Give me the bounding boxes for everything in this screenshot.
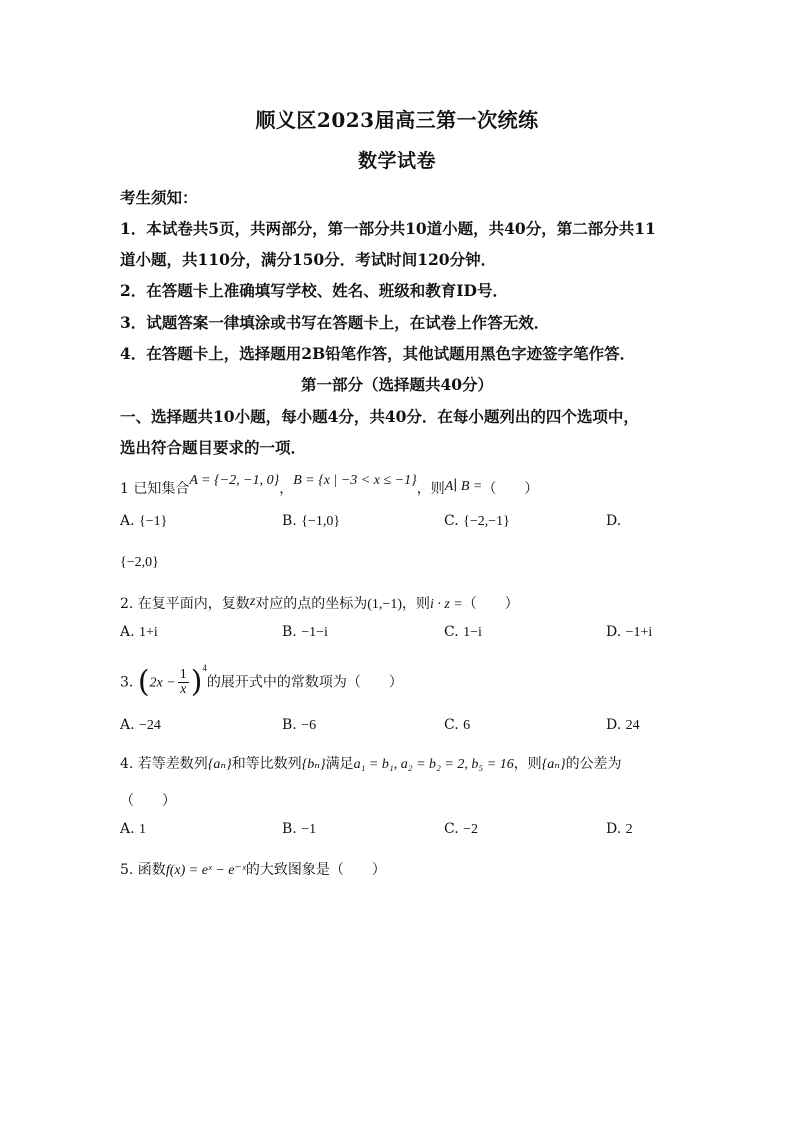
question-4-mid3: ，则 bbox=[513, 756, 542, 772]
question-2-option-b bbox=[282, 624, 328, 641]
question-5-suffix: 的大致图象是（ ） bbox=[245, 862, 386, 878]
option-label: B. bbox=[282, 717, 297, 733]
question-4-stem bbox=[120, 753, 622, 773]
question-4-option-a bbox=[120, 821, 146, 838]
exam-subtitle: 数学试卷 bbox=[357, 150, 436, 172]
option-value: −1−i bbox=[301, 625, 328, 640]
question-2-stem bbox=[120, 593, 519, 613]
question-4-suffix: 的公差为 bbox=[565, 756, 622, 772]
question-3-suffix: 的展开式中的常数项为（ ） bbox=[206, 674, 403, 691]
option-value: 1+i bbox=[139, 625, 158, 640]
question-1-option-b bbox=[282, 513, 340, 530]
option-label: D. bbox=[606, 821, 622, 837]
option-label: C. bbox=[444, 717, 459, 733]
notice-item-2: 2．在答题卡上准确填写学校、姓名、班级和教育ID号． bbox=[120, 281, 508, 300]
question-4-condition: a₁ = b₁, a₂ = b₂ = 2, b₅ = 16 bbox=[353, 757, 514, 772]
option-value: −1 bbox=[301, 822, 317, 837]
notice-item-4: 4．在答题卡上，选择题用2B铅笔作答，其他试题用黑色字迹签字笔作答． bbox=[120, 344, 636, 363]
option-label: C. bbox=[444, 624, 459, 640]
question-2-mid2: ，则 bbox=[402, 596, 430, 612]
notice-item-1-line-2: 道小题，共110分，满分150分．考试时间120分钟． bbox=[120, 250, 497, 269]
option-value: {−1} bbox=[139, 514, 168, 529]
notice-heading: 考生须知： bbox=[120, 188, 198, 207]
option-label: B. bbox=[282, 513, 297, 529]
part-1-instruction-line-2: 选出符合题目要求的一项． bbox=[120, 438, 307, 457]
question-1-mid: ，则 bbox=[416, 481, 445, 497]
option-value: {−1,0} bbox=[301, 514, 341, 529]
option-label: D. bbox=[606, 624, 622, 640]
question-1-prefix: 1 已知集合 bbox=[120, 481, 190, 497]
question-2-option-d bbox=[606, 624, 652, 641]
question-5-prefix: 5. 函数 bbox=[120, 862, 166, 878]
option-value: 1−i bbox=[463, 625, 482, 640]
notice-item-3: 3．试题答案一律填涂或书写在答题卡上，在试卷上作答无效． bbox=[120, 313, 550, 332]
option-label: A. bbox=[120, 624, 135, 640]
question-2-variable: z bbox=[249, 594, 256, 609]
question-4-option-d bbox=[606, 821, 633, 838]
option-value: −1+i bbox=[625, 625, 653, 640]
option-label: C. bbox=[444, 513, 459, 529]
question-4-blank: （ ） bbox=[120, 793, 176, 809]
exam-title: 顺义区2023届高三第一次统练 bbox=[255, 108, 539, 132]
question-1-set-a: A = {−2, −1, 0} bbox=[189, 473, 280, 488]
option-value: 24 bbox=[625, 718, 640, 733]
question-4-mid: 和等比数列 bbox=[231, 756, 302, 772]
question-3-option-b bbox=[282, 717, 316, 734]
option-label: A. bbox=[120, 513, 135, 529]
question-3-expression-left: 2x − bbox=[149, 675, 176, 691]
option-label: C. bbox=[444, 821, 459, 837]
option-label: A. bbox=[120, 717, 135, 733]
question-1-stem: 1 已知集合A = {−2, −1, 0}，B = {x | −3 < x ≤ −1}，则A∣ B =（ ） bbox=[120, 473, 539, 497]
question-2-blank: （ ） bbox=[462, 596, 519, 612]
question-2-option-c bbox=[444, 624, 482, 641]
part-1-instruction-line-1: 一、选择题共10小题，每小题4分，共40分．在每小题列出的四个选项中， bbox=[120, 407, 639, 426]
option-value: −6 bbox=[301, 718, 317, 733]
option-value: 1 bbox=[139, 822, 147, 837]
question-3-option-a bbox=[120, 717, 161, 734]
question-3-option-c bbox=[444, 717, 470, 734]
question-4-sequence-a-2: {aₙ} bbox=[541, 757, 566, 772]
question-3-stem bbox=[120, 656, 403, 706]
question-1-option-d-label: D. bbox=[606, 513, 622, 529]
question-1-blank: （ ） bbox=[482, 481, 539, 497]
question-4-option-c bbox=[444, 821, 478, 838]
fraction-numerator: 1 bbox=[179, 667, 187, 683]
question-5-stem bbox=[120, 859, 386, 879]
part-1-heading: 第一部分（选择题共40分） bbox=[300, 375, 494, 394]
question-3-option-d bbox=[606, 717, 640, 734]
question-1-option-a bbox=[120, 513, 167, 530]
option-label: B. bbox=[282, 624, 297, 640]
question-1-option-c bbox=[444, 513, 510, 530]
question-5-function: f(x) = eˣ − e⁻ˣ bbox=[165, 863, 246, 878]
question-2-mid: 对应的点的坐标为 bbox=[255, 596, 368, 612]
option-value: −2 bbox=[463, 822, 479, 837]
option-value: 2 bbox=[625, 822, 633, 837]
question-4-option-b bbox=[282, 821, 316, 838]
option-label: B. bbox=[282, 821, 297, 837]
question-1-option-d: {−2,0} bbox=[120, 555, 159, 570]
question-1-expression: A∣ B = bbox=[444, 479, 483, 494]
question-3-fraction bbox=[178, 668, 189, 697]
question-1-set-b: B = {x | −3 < x ≤ −1} bbox=[293, 473, 417, 488]
left-paren: ( bbox=[137, 664, 150, 700]
question-2-coordinate: (1,−1) bbox=[367, 597, 402, 612]
question-4-mid2: 满足 bbox=[325, 756, 354, 772]
notice-item-1-line-1: 1．本试卷共5页，共两部分，第一部分共10道小题，共40分，第二部分共11 bbox=[120, 219, 656, 238]
question-3-number: 3. bbox=[120, 674, 134, 691]
option-value: −24 bbox=[139, 718, 161, 733]
option-label: A. bbox=[120, 821, 135, 837]
question-4-sequence-a: {aₙ} bbox=[207, 757, 232, 772]
question-2-prefix: 2. 在复平面内，复数 bbox=[120, 596, 250, 612]
option-label: D. bbox=[606, 717, 622, 733]
fraction-denominator: x bbox=[180, 682, 187, 698]
option-value: {−2,−1} bbox=[463, 514, 510, 529]
question-4-sequence-b: {bₙ} bbox=[301, 757, 326, 772]
question-2-option-a bbox=[120, 624, 158, 641]
question-2-expression: i · z = bbox=[430, 597, 463, 612]
right-paren: ) bbox=[190, 664, 203, 700]
option-value: 6 bbox=[463, 718, 471, 733]
question-4-prefix: 4. 若等差数列 bbox=[120, 756, 208, 772]
question-3-power: 4 bbox=[202, 663, 207, 673]
